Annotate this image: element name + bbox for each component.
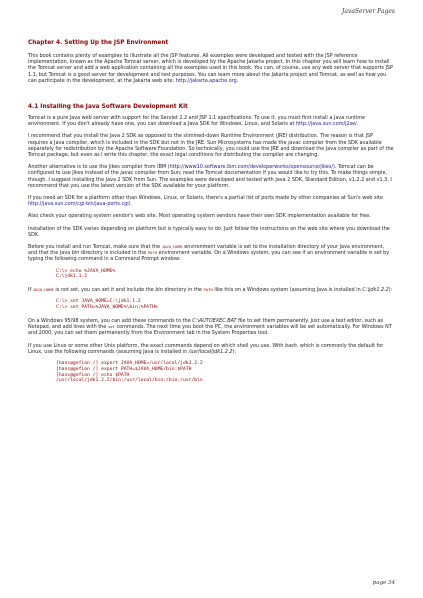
paragraph-ports: If you need an SDK for a platform other than Windows, Linux, or Solaris, there's a partial list of ports made by other companies at Sun's web site http://java.sun.com/cgi-bin/java-ports.cgi/. xyxy=(28,195,383,208)
jakarta-link[interactable]: http://jakarta.apache.org xyxy=(175,77,237,84)
code-block-unix-export: [hans@gefion /] export JAVA_HOME=/usr/local/jdk1.2.2 [hans@gefion /] export PATH=$JAVA_HOME/bin:$PATH [hans@gefion /] echo $PATH /usr/local/jdk1.2.2/bin:/usr/local/bin:/bin:/usr/bin xyxy=(56,361,203,384)
paragraph-unix: If you use Linux or some other Unix platform, the exact commands depend on which shell you use. With bash, which is commonly the default for Linux, use the following commands (assuming Java is installed in /usr/local/jdk1.2.2): xyxy=(28,342,384,355)
page-number: page 34 xyxy=(372,580,395,586)
chapter-title: Chapter 4. Setting Up the JSP Environment xyxy=(28,40,169,46)
ibm-jikes-link[interactable]: http://www10.software.ibm.com/developerworks/opensource/jikes/ xyxy=(169,164,334,171)
page-content xyxy=(28,40,394,391)
code-block-windows-set: C:\> set JAVA_HOME=C:\jdk1.1.2 C:\> set PATH=%JAVA_HOME%\bin;%PATH% xyxy=(56,299,158,311)
paragraph-installation: Installation of the SDK varies depending on platform but is typically easy to do. Just follow the instructions on the web site where you download the SDK. xyxy=(28,225,390,238)
paragraph-autoexec: On a Windows 95/98 system, you can add these commands to the C:\AUTOEXEC.BAT file to set them permanently. Just use a text editor, such as Notepad, and add lines with the set commands. The next time you boot the PC, the environment variables will be set automatically. For Windows NT and 2000, you can set them permanently from the Environment tab in the System Properties tool. xyxy=(28,318,392,337)
running-header: JavaServer Pages xyxy=(341,8,395,15)
paragraph-set-java-home: If JAVA_HOME is not set, you can set it and include the bin directory in the PATH like this on a Windows system (assuming Java is installed in C:\jdk1.2.2): xyxy=(28,287,393,294)
java-ports-link[interactable]: http://java.sun.com/cgi-bin/java-ports.cgi/ xyxy=(28,201,131,208)
section-title: 4.1 Installing the Java Software Development Kit xyxy=(28,104,188,111)
paragraph-tomcat: Tomcat is a pure Java web server with support for the Servlet 2.2 and JSP 1.1 specifications. To use it, you must first install a Java runtime environment. If you don't already have one, you can download a Java SDK for Windows, Linux, and Solaris at http://java.sun.com/j2se/. xyxy=(28,115,366,128)
paragraph-sdk: I recommend that you install the Java 2 SDK as opposed to the slimmed-down Runtime Environment (JRE) distribution. The reason is that JSP requires a Java compiler, which is included in the SDK but not in the JRE. Sun Microsystems has made the javac compiler from the SDK available separately for redistribution by the Apache Software Foundation. So technically, you could use the JRE and download the Java compiler as part of the Tomcat package, but even as I write this chapter, the exact legal conditions for distributing the compiler are changing. xyxy=(28,133,394,159)
paragraph-jikes: Another alternative is to use the Jikes compiler from IBM (http://www10.software.ibm.com/developerworks/opensource/jikes/). Tomcat can be configured to use Jikes instead of the javac compiler from Sun; read the Tomcat documentation if you would like to try this. To make things simple, though, I suggest installing the Java 2 SDK from Sun. The examples were developed and tested with Java 2 SDK, Standard Edition, v1.2.2 and v1.3. I recommend that you use the latest version of the SDK available for your platform. xyxy=(28,164,392,189)
paragraph-java-home: Before you install and run Tomcat, make sure that the JAVA_HOME environment variable is set to the installation directory of your Java environment, and that the Java bin directory is included in the PATH environment variable. On a Windows system, you can see if an environment variable is set by typing the following command in a Command Prompt window: xyxy=(28,244,390,263)
paragraph-vendor: Also check your operating system vendor's web site. Most operating system vendors have their own SDK implementation available for free. xyxy=(28,213,371,220)
code-block-echo: C:\> echo %JAVA_HOME% C:\jdk1.1.2 xyxy=(56,268,116,280)
java-sun-link[interactable]: http://java.sun.com/j2se/ xyxy=(295,121,357,128)
chapter-intro-paragraph: This book contains plenty of examples to illustrate all the JSP features. All examples were developed and tested with the JSP reference implementation, known as the Apache Tomcat server, which is developed by the Apache Jakarta project. In this chapter you will learn how to install the Tomcat server and add a web application containing all the examples used in this book. You can, of course, use any web server that supports JSP 1.1, but Tomcat is a good server for development and test purposes. You can learn more about the Jakarta project and Tomcat, as well as how you can participate in the development, at the Jakarta web site: http://jakarta.apache.org. xyxy=(28,53,393,84)
